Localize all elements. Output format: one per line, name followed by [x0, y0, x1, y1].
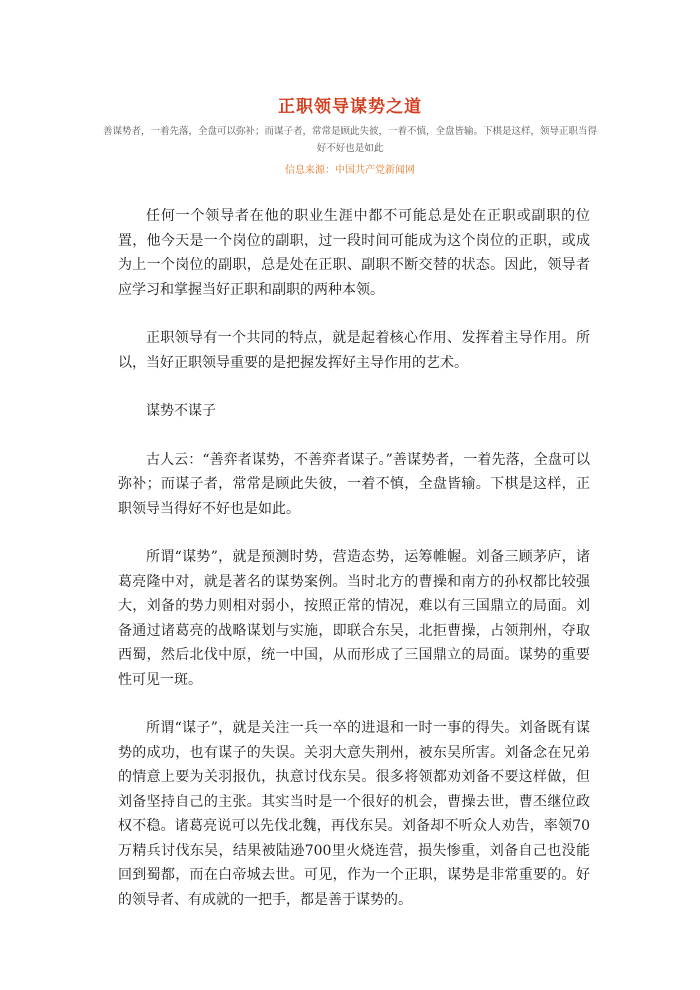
article-source: 信息来源：中国共产党新闻网	[285, 165, 415, 176]
paragraph: 所谓“谋子”，就是关注一兵一卒的进退和一时一事的得失。刘备既有谋势的成功，也有谋子的失误。关羽大意失荆州，被东吴所害。刘备念在兄弟的情意上要为关羽报仇，执意讨伐东吴。很多将领都劝刘备不要这样做，但刘备坚持自己的主张。其实当时是一个很好的机会，曹操去世，曹丕继位政权不稳。诸葛亮说可以先伐北魏，再伐东吴。刘备却不听众人劝告，率领70万精兵讨伐东吴，结果被陆逊700里火烧连营，损失惨重，刘备自己也没能回到蜀都，而在白帝城去世。可见，作为一个正职，谋势是非常重要的。好的领导者、有成就的一把手，都是善于谋势的。	[118, 720, 590, 908]
section-heading: 谋势不谋子	[146, 403, 216, 419]
article-subtitle: 善谋势者，一着先落，全盘可以弥补；而谋子者，常常是顾此失彼，一着不慎，全盘皆输。下棋是这样，领导正职当得好不好也是如此	[102, 126, 597, 154]
article-body	[118, 204, 590, 936]
paragraph: 所谓“谋势”，就是预测时势，营造态势，运筹帷幄。刘备三顾茅庐，诸葛亮隆中对，就是著名的谋势案例。当时北方的曹操和南方的孙权都比较强大，刘备的势力则相对弱小，按照正常的情况，难以有三国鼎立的局面。刘备通过诸葛亮的战略谋划与实施，即联合东吴，北拒曹操，占领荆州，夺取西蜀，然后北伐中原，统一中国，从而形成了三国鼎立的局面。谋势的重要性可见一斑。	[118, 549, 590, 688]
paragraph: 正职领导有一个共同的特点，就是起着核心作用、发挥着主导作用。所以，当好正职领导重要的是把握发挥好主导作用的艺术。	[118, 330, 590, 371]
article-title: 正职领导谋势之道	[278, 97, 422, 117]
paragraph: 古人云：“善弈者谋势，不善弈者谋子。”善谋势者，一着先落，全盘可以弥补；而谋子者，常常是顾此失彼，一着不慎，全盘皆输。下棋是这样，正职领导当得好不好也是如此。	[118, 451, 590, 517]
paragraph: 任何一个领导者在他的职业生涯中都不可能总是处在正职或副职的位置，他今天是一个岗位的副职，过一段时间可能成为这个岗位的正职，或成为上一个岗位的副职，总是处在正职、副职不断交替的状态。因此，领导者应学习和掌握当好正职和副职的两种本领。	[118, 208, 590, 298]
